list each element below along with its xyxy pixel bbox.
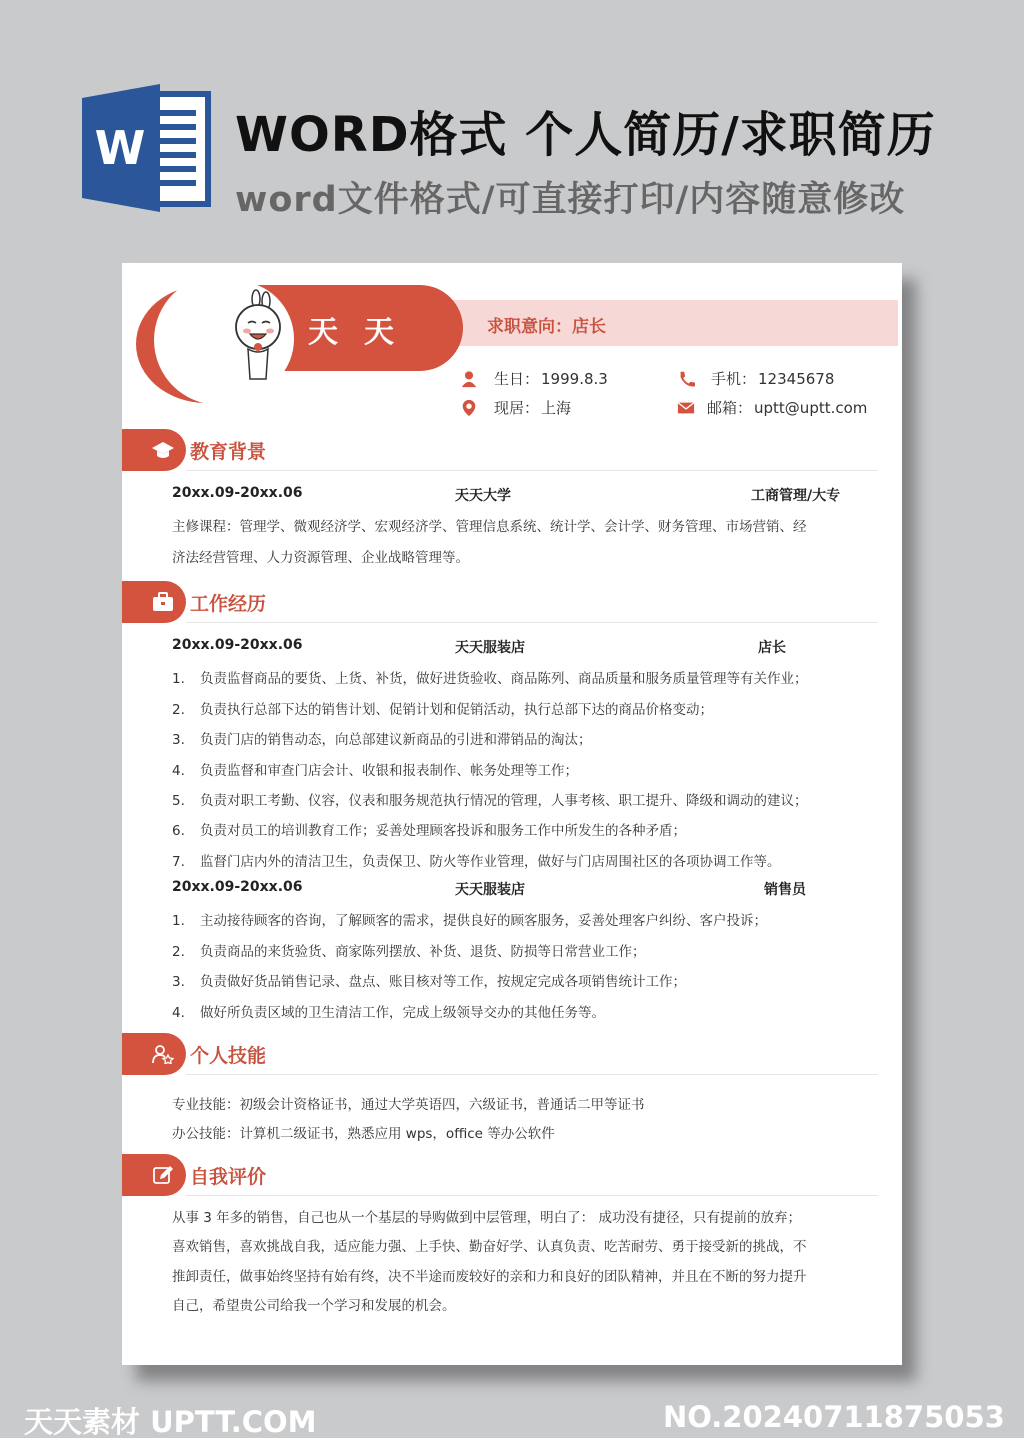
education-period: 20xx.09-20xx.06 xyxy=(172,485,303,501)
self-eval-line: 喜欢销售，喜欢挑战自我，适应能力强、上手快、勤奋好学、认真负责、吃苦耐劳、勇于接受新的挑战，不 xyxy=(172,1239,807,1255)
user-star-icon xyxy=(152,1044,174,1064)
phone-icon xyxy=(677,370,695,388)
edit-icon xyxy=(152,1165,174,1185)
skill-line: 办公技能：计算机二级证书，熟悉应用 wps，office 等办公软件 xyxy=(172,1126,555,1142)
location-info xyxy=(460,397,571,418)
email-value: uptt@uptt.com xyxy=(754,398,868,417)
education-row xyxy=(172,485,852,505)
word-logo-letter: W xyxy=(94,121,146,175)
section-title: 自我评价 xyxy=(190,1166,267,1188)
section-title: 教育背景 xyxy=(190,441,267,463)
email-info xyxy=(677,397,867,418)
duty-item: 4. 负责监督和审查门店会计、收银和报表制作、帐务处理等工作； xyxy=(172,763,578,779)
section-education xyxy=(122,429,878,471)
avatar xyxy=(178,281,294,397)
duty-item: 2. 负责执行总部下达的销售计划、促销计划和促销活动，执行总部下达的商品价格变动； xyxy=(172,702,713,718)
duty-item: 3. 负责做好货品销售记录、盘点、账目核对等工作，按规定完成各项销售统计工作； xyxy=(172,974,686,990)
duty-item: 3. 负责门店的销售动态，向总部建议新商品的引进和滞销品的淘汰； xyxy=(172,732,592,748)
self-eval-line: 从事 3 年多的销售，自己也从一个基层的导购做到中层管理，明白了： 成功没有捷径，只有提前的放弃； xyxy=(172,1210,801,1226)
word-logo-icon xyxy=(82,84,212,212)
banner-subtitle: word文件格式/可直接打印/内容随意修改 xyxy=(235,180,906,220)
job-company: 天天服装店 xyxy=(455,882,525,898)
location-label: 现居： xyxy=(494,399,540,417)
phone-label: 手机： xyxy=(711,370,757,388)
duty-item: 7. 监督门店内外的清洁卫生，负责保卫、防火等作业管理，做好与门店周围社区的各项协调工作等。 xyxy=(172,854,781,870)
duty-item: 2. 负责商品的来货验货、商家陈列摆放、补货、退货、防损等日常营业工作； xyxy=(172,944,646,960)
skill-line: 专业技能：初级会计资格证书，通过大学英语四，六级证书，普通话二甲等证书 xyxy=(172,1097,645,1113)
job-period: 20xx.09-20xx.06 xyxy=(172,637,303,653)
section-title: 个人技能 xyxy=(190,1045,267,1067)
resume-page xyxy=(122,263,902,1365)
education-major: 工商管理/大专 xyxy=(751,488,841,504)
self-eval-line: 自己，希望贵公司给我一个学习和发展的机会。 xyxy=(172,1298,456,1314)
section-work xyxy=(122,581,878,623)
cartoon-avatar-icon xyxy=(178,281,294,397)
graduation-cap-icon xyxy=(152,440,174,460)
job-role: 店长 xyxy=(758,640,786,656)
job-intent: 求职意向：店长 xyxy=(487,317,606,337)
person-name: 天天 xyxy=(308,315,420,350)
briefcase-icon xyxy=(152,592,174,612)
footer-brand: 天天素材 UPTT.COM xyxy=(24,1405,317,1438)
mail-icon xyxy=(677,399,695,417)
phone-value: 12345678 xyxy=(758,369,835,388)
duty-item: 5. 负责对职工考勤、仪容，仪表和服务规范执行情况的管理，人事考核、职工提升、降级和调动的建议； xyxy=(172,793,808,809)
duty-item: 4. 做好所负责区域的卫生清洁工作，完成上级领导交办的其他任务等。 xyxy=(172,1005,605,1021)
duty-item: 1. 负责监督商品的要货、上货、补货，做好进货验收、商品陈列、商品质量和服务质量管理等有关作业； xyxy=(172,671,808,687)
courses-line: 济法经营管理、人力资源管理、企业战略管理等。 xyxy=(172,550,469,566)
education-school: 天天大学 xyxy=(455,488,511,504)
email-label: 邮箱： xyxy=(707,399,753,417)
birth-info xyxy=(460,368,608,389)
duty-item: 1. 主动接待顾客的咨询，了解顾客的需求，提供良好的顾客服务，妥善处理客户纠纷、客户投诉； xyxy=(172,913,767,929)
job-company: 天天服装店 xyxy=(455,640,525,656)
job-row xyxy=(172,879,852,899)
courses-line: 主修课程：管理学、微观经济学、宏观经济学、管理信息系统、统计学、会计学、财务管理、市场营销、经 xyxy=(172,519,807,535)
intent-band xyxy=(443,300,898,346)
section-self-evaluation xyxy=(122,1154,878,1196)
location-pin-icon xyxy=(460,399,478,417)
section-skills xyxy=(122,1033,878,1075)
birth-label: 生日： xyxy=(494,370,540,388)
job-period: 20xx.09-20xx.06 xyxy=(172,879,303,895)
phone-info xyxy=(677,368,834,389)
duty-item: 6. 负责对员工的培训教育工作；妥善处理顾客投诉和服务工作中所发生的各种矛盾； xyxy=(172,823,686,839)
self-eval-line: 推卸责任，做事始终坚持有始有终，决不半途而废较好的亲和力和良好的团队精神，并且在不断的努力提升 xyxy=(172,1269,807,1285)
banner-title: WORD格式 个人简历/求职简历 xyxy=(235,107,936,163)
job-row xyxy=(172,637,852,657)
location-value: 上海 xyxy=(541,399,572,417)
section-title: 工作经历 xyxy=(190,593,267,615)
job-role: 销售员 xyxy=(764,882,806,898)
footer-number: NO.20240711875053 xyxy=(663,1400,1005,1434)
birth-value: 1999.8.3 xyxy=(541,369,608,388)
person-icon xyxy=(460,370,478,388)
